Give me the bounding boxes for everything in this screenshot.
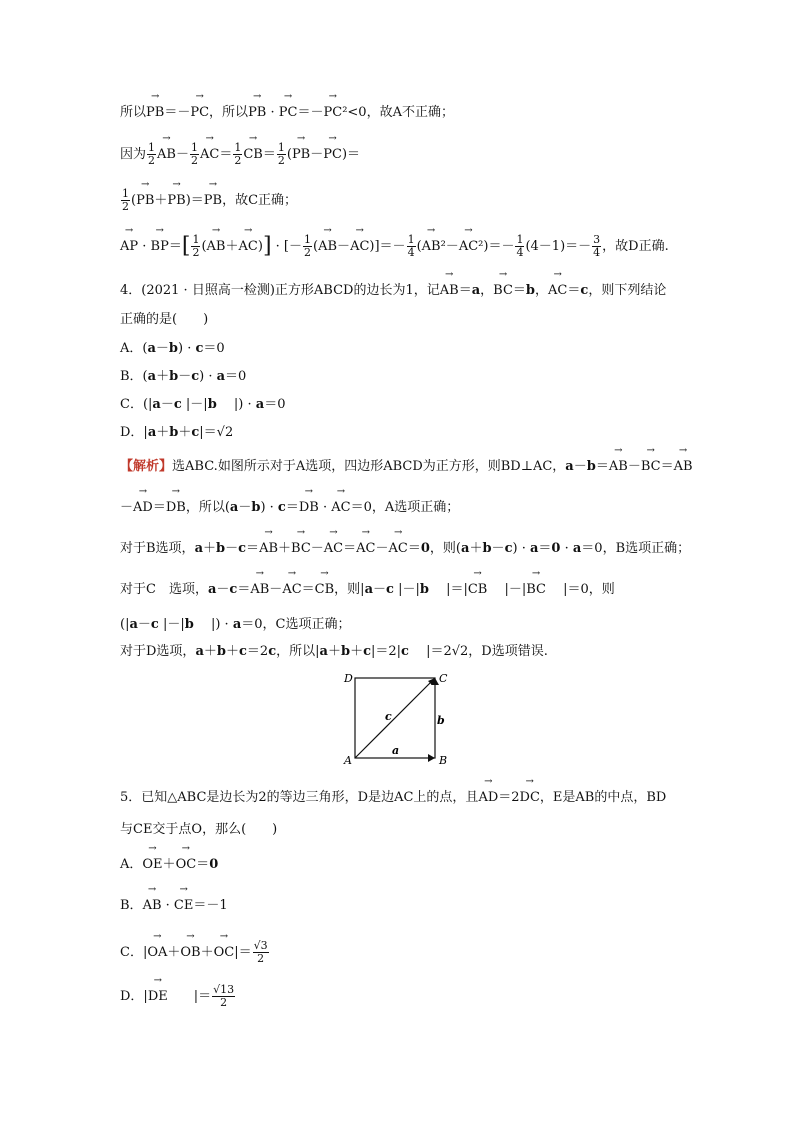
label-b: b: [437, 714, 445, 727]
q4-option-d: D．|a＋b＋c|＝√2: [120, 425, 234, 440]
q5-stem: 5．已知△ABC是边长为2的等边三角形，D是边AC上的点，且→ AD＝2→ DC，E是AB的中点，BD: [120, 789, 666, 807]
solution-line-1: 所以→ PB＝－→ PC，所以→ PB · → PC＝－→ PC²<0，故A不正确；: [120, 104, 454, 122]
arrowhead-b: [428, 754, 435, 762]
square-figure: [340, 668, 460, 768]
label-B: B: [439, 754, 448, 767]
label-a: a: [392, 744, 400, 757]
solution-line-3: $\frac{1}{2}$ (→ PB＋→ PB)＝→ PB，故C正确；: [120, 188, 297, 213]
q4-stem-2: 正确的是( ): [120, 312, 209, 327]
solution-q4-line-6: 对于D选项，a＋b＋c＝2c，所以|a＋b＋c|＝2|c |＝2√2，D选项错误.: [120, 644, 548, 659]
q5-option-c: C．|→ OA＋→ OB＋→ OC|＝ $\frac{√3}{2}$: [120, 940, 270, 965]
q4-stem: 4．(2021 · 日照高一检测)正方形ABCD的边长为1，记→ AB＝a，→ BC＝b，→ AC＝c，则下列结论: [120, 282, 666, 300]
solution-q4-line-4: 对于C 选项，a－c＝→ AB－→ AC＝→ CB，则|a－c |－|b |＝|→ CB |－|→ BC |＝0，则: [120, 581, 615, 599]
label-A: A: [344, 754, 352, 767]
q5-option-a: A．→ OE＋→ OC＝0: [120, 856, 218, 874]
label-D: D: [344, 672, 353, 685]
q5-option-d: D．|→ DE |＝ $\frac{√13}{2}$: [120, 984, 236, 1009]
label-c: c: [385, 710, 392, 723]
solution-line-2: 因为 $\frac{1}{2}$ → AB－ $\frac{1}{2}$ → AC＝ $\frac{1}{2}$ → CB＝ $\frac{1}{2}$ (→ PB－→ PC)＝: [120, 142, 360, 167]
solution-q4-line-1: 【解析】选ABC.如图所示对于A选项，四边形ABCD为正方形，则BD⊥AC，a－b＝→ AB－→ BC＝→ AB: [120, 458, 693, 476]
q4-option-c: C．(|a－c |－|b |) · a＝0: [120, 397, 286, 412]
solution-q4-line-2: －→ AD＝→ DB，所以(a－b) · c＝→ DB · → AC＝0，A选项正确；: [120, 499, 459, 517]
q5-option-b: B．→ AB · → CE＝－1: [120, 897, 228, 915]
q5-stem-2: 与CE交于点O，那么( ): [120, 822, 278, 837]
solution-line-4: → AP · → BP＝[ $\frac{1}{2}$ (→ AB＋→ AC)] · [－ $\frac{1}{2}$ (→ AB－→ AC)]＝－ $\frac{1}{4}$ (→ AB²－→ AC²)＝－ $\frac{1}{4}$ (4－1)＝－ $\frac{3}{4}$ ，故D正确.: [120, 234, 669, 259]
solution-q4-line-3: 对于B选项，a＋b－c＝→ AB＋→ BC－→ AC＝→ AC－→ AC＝0，则(a＋b－c) · a＝0 · a＝0，B选项正确；: [120, 540, 690, 558]
q4-option-b: B．(a＋b－c) · a＝0: [120, 369, 247, 384]
q4-option-a: A．(a－b) · c＝0: [120, 341, 225, 356]
label-C: C: [439, 672, 448, 685]
solution-q4-line-5: (|a－c |－|b |) · a＝0，C选项正确；: [120, 617, 351, 632]
analysis-tag: 【解析】: [120, 459, 173, 474]
